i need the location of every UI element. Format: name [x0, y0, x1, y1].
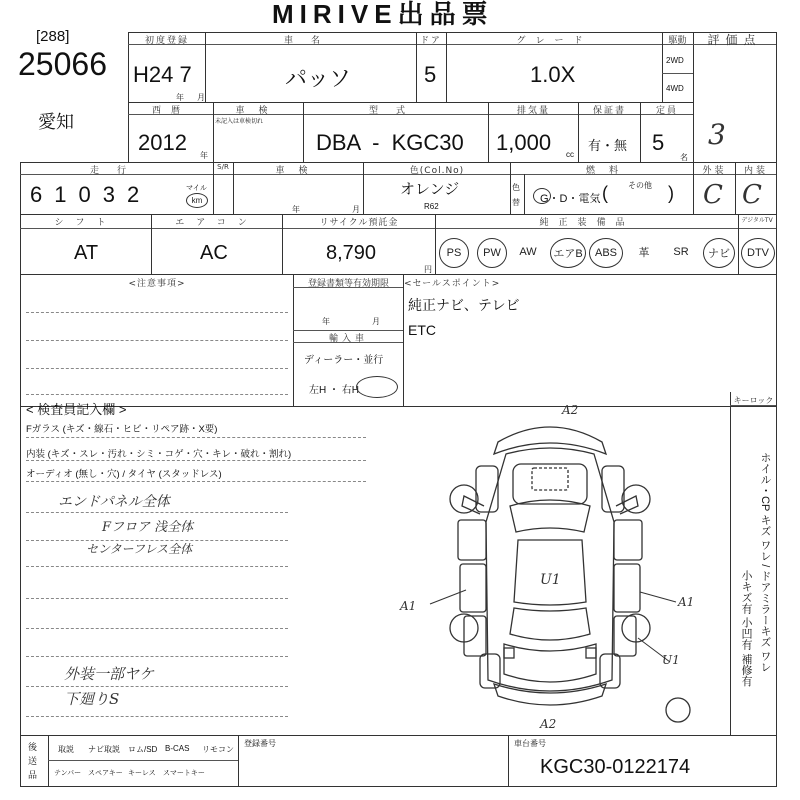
footer-item-rom-sd[interactable]: ロム/SD — [128, 745, 158, 754]
exterior-label: 外装 — [702, 166, 727, 176]
first-reg-value: H24 7 — [133, 62, 192, 87]
fuel-paren-left: ( — [602, 183, 608, 203]
ac-label: エアコン — [175, 218, 259, 228]
inspector-line-3: オーディオ (無し・穴) / タイヤ (スタッドレス) — [26, 469, 222, 480]
color-value: オレンジ — [400, 181, 460, 198]
drive-4wd: 4WD — [666, 84, 684, 93]
inspection-label: 車検 — [275, 166, 322, 176]
chassis-label: 車台番号 — [514, 739, 546, 748]
equip-navi[interactable]: ナビ — [703, 238, 735, 268]
registration-year-unit: 年 — [322, 317, 330, 326]
registration-month-unit: 月 — [372, 317, 380, 326]
mark-center: U1 — [540, 572, 561, 588]
first-reg-month-unit: 月 — [197, 93, 205, 102]
year-value: 2012 — [138, 130, 187, 155]
sales-line-2: ETC — [408, 322, 436, 338]
model-label: 型式 — [368, 106, 423, 116]
footer-item-manual[interactable]: 取説 — [58, 745, 74, 754]
caution-label: <注意事項> — [128, 279, 186, 289]
right-hand-circle — [356, 376, 398, 398]
chassis-value: KGC30-0122174 — [540, 756, 691, 778]
capacity-label: 定員 — [655, 106, 678, 116]
cc-unit: cc — [566, 150, 574, 159]
year-unit: 年 — [200, 151, 208, 160]
import-label: 輸入車 — [328, 334, 368, 344]
reg-no-label: 登録番号 — [244, 739, 276, 748]
eval-value: 3 — [708, 118, 726, 151]
inspection-year-unit: 年 — [292, 205, 300, 214]
recycle-unit: 円 — [424, 265, 432, 274]
inspection-label-top: 車検 — [235, 106, 282, 116]
cc-value: 1,000 — [496, 130, 552, 155]
import-dealer[interactable]: ディーラー・並行 — [304, 355, 384, 366]
registration-docs-label: 登録書類等有効期限 — [307, 279, 389, 289]
recolor-label: 色替 — [512, 183, 520, 207]
interior-value: C — [742, 180, 762, 210]
eval-label: 評価点 — [707, 33, 762, 47]
color-label: 色(Col.No) — [409, 166, 465, 176]
inspector-note-3: センターフレス全体 — [86, 542, 193, 556]
grade-label: グレード — [516, 36, 593, 46]
mileage-label: 走行 — [89, 166, 144, 176]
equip-abs[interactable]: ABS — [589, 238, 623, 268]
inspector-note-2: Fフロア 浅全体 — [102, 520, 194, 535]
lot-number: 25066 — [18, 46, 107, 82]
mark-top: A2 — [562, 403, 579, 417]
car-name-label: 車名 — [283, 36, 338, 46]
recycle-value: 8,790 — [326, 242, 377, 264]
form-title: MIRIVE出品票 — [272, 0, 494, 29]
door-value: 5 — [424, 62, 437, 87]
mark-bottom: A2 — [540, 717, 557, 731]
inspector-line-2: 内装 (キズ・スレ・汚れ・シミ・コゲ・穴・キレ・破れ・割れ) — [26, 449, 292, 460]
equip-ps[interactable]: PS — [439, 238, 469, 268]
key-lock-label: キーロック — [733, 396, 774, 405]
first-reg-label: 初度登録 — [144, 36, 189, 46]
lot-box: [288] — [36, 28, 70, 45]
fuel-paren-right: ) — [668, 183, 674, 203]
sales-line-1: 純正ナビ、テレビ — [408, 297, 520, 313]
import-handle[interactable]: 左H ・ 右H — [309, 385, 359, 396]
first-reg-year-unit: 年 — [176, 93, 184, 102]
cc-label: 排気量 — [516, 106, 550, 116]
footer-item-smart-key[interactable]: スマートキー — [163, 770, 205, 777]
recycle-label: リサイクル預託金 — [319, 218, 399, 228]
region: 愛知 — [38, 112, 74, 132]
equip-leather[interactable]: 革 — [638, 247, 650, 259]
footer-item-bcas[interactable]: B-CAS — [165, 744, 190, 753]
inspector-note-5: 下廻りS — [64, 690, 120, 708]
inspection-month-unit: 月 — [352, 205, 360, 214]
fuel-other: その他 — [628, 181, 652, 190]
mark-right: A1 — [678, 595, 695, 609]
warranty-value[interactable]: 有・無 — [588, 138, 628, 153]
model-value: DBA - KGC30 — [316, 130, 464, 155]
door-label: ドア — [420, 36, 442, 46]
exterior-value: C — [703, 180, 723, 210]
warranty-label: 保証書 — [592, 106, 626, 116]
inspector-note-4: 外装一部ヤケ — [64, 665, 155, 683]
capacity-value: 5 — [652, 130, 665, 155]
replace-label: S/R — [217, 163, 229, 171]
equip-dtv[interactable]: DTV — [741, 238, 775, 268]
equip-pw[interactable]: PW — [477, 238, 507, 268]
ac-value: AC — [200, 242, 228, 264]
shift-value: AT — [74, 242, 99, 264]
fuel-label: 燃料 — [585, 166, 632, 176]
mileage-unit-mile: マイル — [186, 185, 207, 192]
side-text-2: 小キズ有 小凹有 補修有 — [740, 570, 752, 687]
car-damage-diagram[interactable] — [380, 402, 730, 732]
mark-left: A1 — [400, 599, 417, 613]
interior-label: 内装 — [743, 166, 768, 176]
inspector-note-1: エンドパネル全体 — [58, 494, 170, 510]
digital-tv-label: デジタルTV — [741, 217, 773, 224]
fuel-value[interactable]: G・D・電気 — [540, 193, 601, 205]
footer-item-spare-key[interactable]: スペアキー — [88, 770, 123, 777]
footer-item-navi-manual[interactable]: ナビ取説 — [88, 745, 120, 754]
sales-point-label: <セールスポイント> — [404, 279, 501, 289]
year-label: 西暦 — [151, 106, 190, 116]
equip-sr[interactable]: SR — [673, 246, 689, 258]
color-code: R62 — [424, 202, 439, 211]
drive-2wd: 2WD — [666, 56, 684, 65]
footer-item-temper[interactable]: テンパー — [54, 770, 82, 777]
footer-item-remote[interactable]: リモコン — [202, 745, 234, 754]
footer-item-keyless[interactable]: キーレス — [128, 770, 156, 777]
inspection-note: 未記入は車検切れ — [215, 119, 264, 125]
shift-label: シフト — [54, 218, 118, 228]
equip-label: 純正装備品 — [539, 218, 635, 228]
grade-value: 1.0X — [530, 62, 576, 87]
equip-aw[interactable]: AW — [519, 246, 537, 258]
inspector-title: < 検査員記入欄 > — [26, 402, 127, 417]
equip-airbag[interactable]: エアB — [550, 238, 586, 268]
inspector-line-1: Fガラス (キズ・線石・ヒビ・リペア跡・X要) — [26, 424, 218, 435]
car-name-value: パッソ — [285, 66, 352, 91]
mileage-value: 61032 — [30, 182, 152, 207]
mark-rear-right: U1 — [662, 653, 680, 667]
drive-label: 駆動 — [668, 36, 687, 46]
mileage-unit-km[interactable]: km — [186, 193, 208, 208]
side-text-1: ホイル・CP キズ ワレ / ドアミラーキズ ワレ — [759, 452, 771, 673]
fuel-gasoline-circle — [533, 188, 551, 204]
footer-label: 後送品 — [28, 742, 38, 780]
capacity-unit: 名 — [680, 153, 688, 162]
